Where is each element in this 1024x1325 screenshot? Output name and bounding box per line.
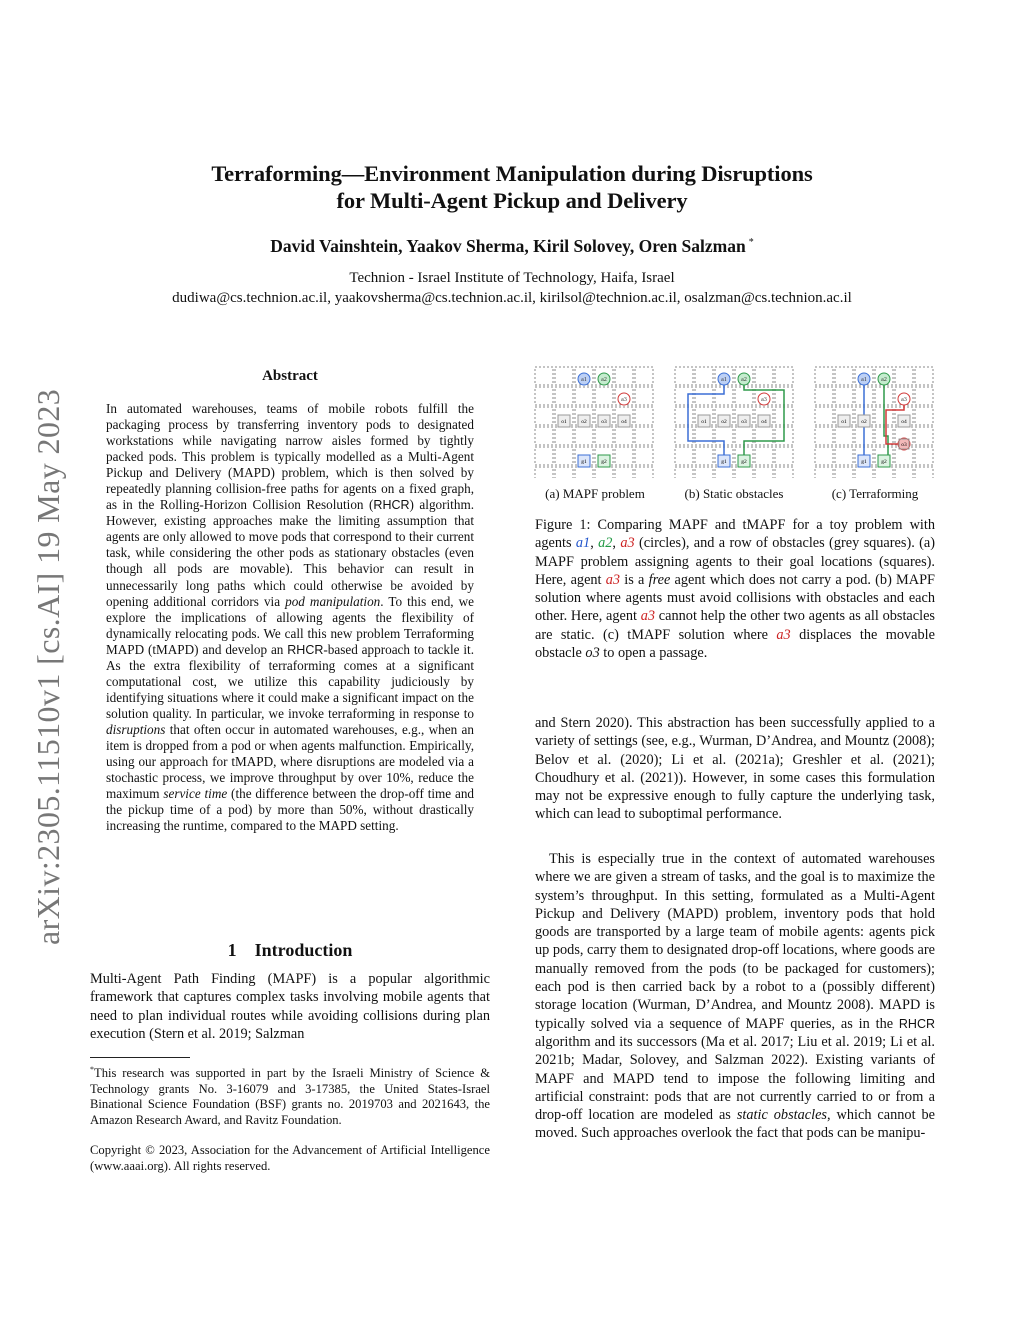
title-line-1: Terraforming—Environment Manipulation during Disruptions (211, 161, 813, 186)
abstract-text: . To this end, we explore the implications of allowing agents the flexibility of dynamically relocating pods. We call this new problem Terraforming MAPD (tMAPD) and develop an (106, 593, 474, 657)
caption-text: , (590, 535, 599, 552)
obstacle-o3-label: o3 (741, 419, 747, 425)
author-footnote-mark: * (748, 237, 754, 248)
obstacle-o3-label: o3 (601, 419, 607, 425)
subcaption-a: (a) MAPF problem (545, 486, 645, 501)
caption-agent-a1: a1 (575, 535, 591, 552)
section-number: 1 (227, 940, 237, 960)
caption-agent-a3: a3 (776, 626, 791, 643)
caption-text: to open a passage. (599, 645, 708, 662)
abstract-text: (the difference between the drop-off time and the pickup time of a pod) by more than 50%, without drastically increasing the runtime, compared to the MAPD setting. (106, 786, 475, 834)
agent-a2-label: a2 (881, 377, 887, 383)
agent-a3-label: a3 (761, 397, 767, 403)
copyright-notice: Copyright © 2023, Association for the Advancement of Artificial Intelligence (www.aaai.org). All rights reserved. (90, 1143, 490, 1173)
caption-agent-a3: a3 (605, 571, 621, 588)
panel-b (674, 366, 794, 478)
footnote-divider (90, 1057, 190, 1058)
caption-text: Figure 1: Comparing MAPF and tMAPF for a toy problem with agents (535, 517, 935, 552)
rhcr-term: RHCR (373, 498, 410, 513)
panel-a (534, 366, 654, 478)
grid (814, 366, 934, 478)
title-line-2: for Multi-Agent Pickup and Delivery (336, 188, 688, 213)
abstract-emphasis: service time (163, 786, 228, 802)
agent-a1-label: a1 (721, 377, 727, 383)
obstacle-o4-label: o4 (901, 419, 907, 425)
intro-paragraph-continued: and Stern 2020). This abstraction has been successfully applied to a variety of settings (see, e.g., Wurman, D’Andrea, and Mountz (2008); Belov et al. (2020); Li et al. (2021a); Greshler et al. (2021); Choudhury et al. (2021)). However, in some cases this formulation may not be expressive enough to fully capture the underlying task, which can lead to suboptimal performance. (535, 715, 935, 823)
caption-text: , (612, 535, 621, 552)
agent-a2-label: a2 (601, 377, 607, 383)
author-list (0, 236, 1024, 257)
abstract-text: that often occur in automated warehouses, e.g., when an item is dropped from a pod or when agents malfunction. Empirically, using our approach for tMAPD, where disruptions are modeled via a stochastic process, we improve throughput by over 10%, reduce the maximum (106, 721, 474, 802)
abstract-text: In automated warehouses, teams of mobile robots fulfill the packaging process by transferring inventory pods to designated workstations while navigating narrow aisles formed by tightly packed pods. This problem is typically modelled as a Multi-Agent Pickup and Delivery (MAPD) problem, which is then solved by repeatedly planning collision-free paths for agents on a fixed graph, as in the Rolling-Horizon Collision Resolution ( (106, 401, 474, 513)
paper-title (0, 160, 1024, 214)
agent-a1-label: a1 (581, 377, 587, 383)
caption-text: agent which does not carry a pod. (b) MAPF solution where agents must avoid collisions with obstacles and each other. Here, agent (535, 571, 935, 625)
body-text: , which cannot be moved. Such approaches overlook the fact that pods can be manipu- (535, 1107, 936, 1142)
footnote-mark: * (90, 1065, 94, 1074)
section-title: Introduction (254, 940, 353, 960)
affiliation-block (0, 268, 1024, 308)
goal-g1-label: g1 (581, 459, 587, 465)
caption-obstacle-o3: o3 (585, 645, 600, 662)
intro-paragraph-2 (535, 850, 935, 1143)
subcaption-c: (c) Terraforming (831, 486, 919, 501)
caption-agent-a3: a3 (620, 535, 635, 552)
caption-agent-a3: a3 (640, 608, 656, 625)
arxiv-identifier: arXiv:2305.11510v1 [cs.AI] 19 May 2023 (30, 388, 66, 945)
obstacle-o3-label: o3 (901, 442, 907, 448)
section-heading (90, 940, 490, 961)
obstacle-o1-label: o1 (841, 419, 847, 425)
footnote-text: This research was supported in part by the Israeli Ministry of Science & Technology grants No. 3-16079 and 3-17385, the United States-Israel Binational Science Foundation (BSF) grants no. 2019703 and 2021643, the Amazon Research Award, and Ravitz Foundation. (90, 1066, 490, 1127)
caption-text: displaces the movable obstacle (535, 626, 935, 662)
agent-a3-label: a3 (621, 397, 627, 403)
obstacle-o1-label: o1 (701, 419, 707, 425)
agent-a1-label: a1 (861, 377, 867, 383)
caption-text: cannot help the other two agents as all obstacles are static. (c) tMAPF solution where (535, 608, 935, 643)
authors-text: David Vainshtein, Yaakov Sherma, Kiril Solovey, Oren Salzman (270, 236, 746, 256)
abstract-text: -based approach to tackle it. As the extra flexibility of terraforming comes at a significant computational cost, we utilize this capability judiciously by identifying situations where it could make a significant impact on the solution quality. In particular, we invoke terraforming in response to (106, 641, 474, 721)
caption-emphasis: free (648, 571, 671, 588)
affiliation: Technion - Israel Institute of Technology, Haifa, Israel (349, 270, 675, 286)
goal-g2-label: g2 (741, 459, 747, 465)
body-text: algorithm and its successors (Ma et al. 2017; Liu et al. 2019; Li et al. 2021b; Madar, Solovey, and Salzman 2022). Existing variants of MAPF and MAPD tend to impose the following limiting and artificial constraint: pods that are not currently carried to or from a drop-off location are modeled as (535, 1033, 935, 1124)
goal-g2-label: g2 (881, 459, 887, 465)
agent-a3-label: a3 (901, 397, 907, 403)
caption-text: is a (620, 571, 649, 588)
goal-g2-label: g2 (601, 459, 607, 465)
subcaption-b: (b) Static obstacles (684, 486, 784, 501)
obstacle-o2-label: o2 (581, 419, 587, 425)
rhcr-term: RHCR (898, 1016, 935, 1031)
author-emails: dudiwa@cs.technion.ac.il, yaakovsherma@cs.technion.ac.il, kirilsol@technion.ac.il, osalzman@cs.technion.ac.il (172, 290, 852, 306)
abstract-emphasis: pod manipulation (285, 593, 381, 609)
caption-agent-a2: a2 (598, 535, 613, 552)
intro-paragraph: Multi-Agent Path Finding (MAPF) is a popular algorithmic framework that captures complex tasks involving mobile agents that need to plan individual routes while avoiding collisions during plan execution (Stern et al. 2019; Salzman (90, 971, 490, 1042)
goal-g1-label: g1 (861, 459, 867, 465)
footnote (90, 1062, 490, 1128)
abstract-heading: Abstract (262, 368, 318, 384)
body-emphasis: static obstacles (736, 1107, 827, 1124)
obstacle-o2-label: o2 (861, 419, 867, 425)
abstract-body (106, 401, 474, 834)
obstacle-o4-label: o4 (761, 419, 767, 425)
abstract-text: ) algorithm. However, existing approaches make the limiting assumption that agents are only allowed to move pods that correspond to their current task, while considering the other pods as stationary obstacles (even though all pods are movable). This behavior can result in unnecessarily long paths which could otherwise be avoided by opening additional corridors via (106, 497, 474, 609)
obstacle-o2-label: o2 (721, 419, 727, 425)
abstract-emphasis: disruptions (106, 721, 166, 737)
rhcr-term: RHCR (287, 642, 324, 657)
obstacle-o1-label: o1 (561, 419, 567, 425)
figure-1-caption (535, 516, 935, 662)
agent-a2-label: a2 (741, 377, 747, 383)
grid (534, 366, 654, 478)
panel-c (814, 366, 934, 478)
figure-1 (532, 362, 944, 502)
goal-g1-label: g1 (721, 459, 727, 465)
body-text: This is especially true in the context of automated warehouses where we are given a stream of tasks, and the goal is to maximize the system’s throughput. In this setting, formulated as a Multi-Agent Pickup and Delivery (MAPD) problem, inventory pods that hold goods are transported by a large team of mobile agents: agents pick up pods, carry them to designated drop-off locations, where goods are manually removed from the pods (to be packaged for customers); each pod is then carried back by a robot to a (possibly different) storage location (Wurman, D’Andrea, and Mountz 2008). MAPD is typically solved via a sequence of MAPF queries, as in the (535, 851, 935, 1032)
grid (674, 366, 794, 478)
caption-text: (circles), and a row of obstacles (grey squares). (a) MAPF problem assigning agents to their goal locations (squares). Here, agent (535, 535, 936, 588)
obstacle-o4-label: o4 (621, 419, 627, 425)
